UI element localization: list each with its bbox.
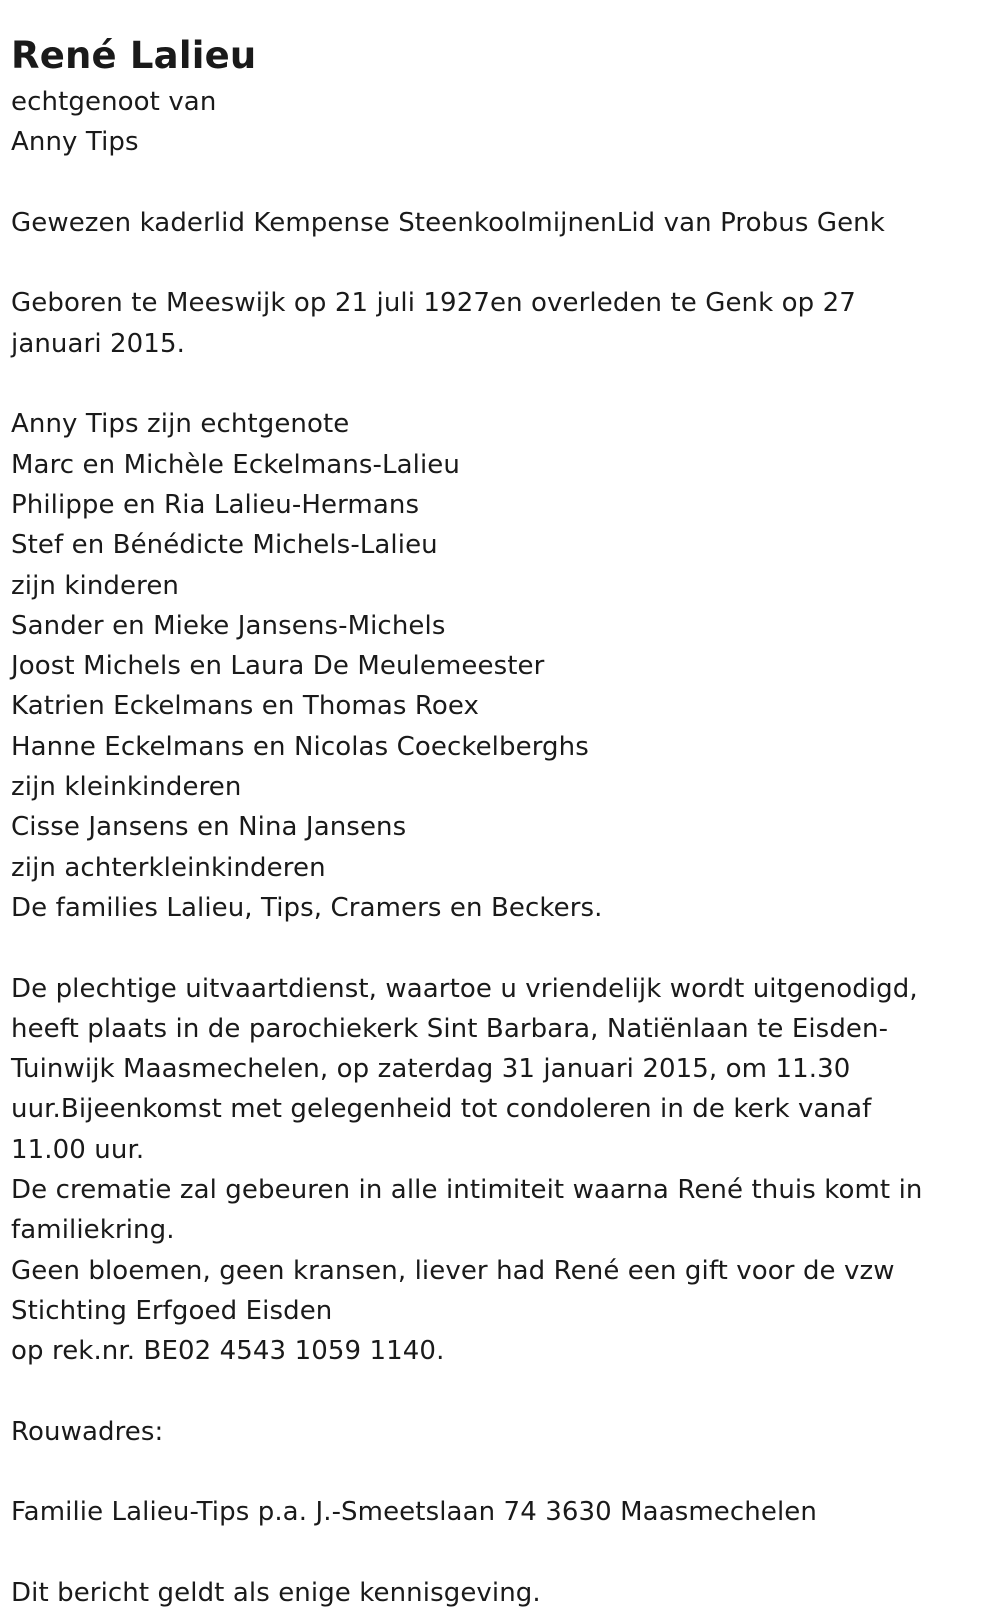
spacer bbox=[11, 364, 986, 404]
funeral-service: De plechtige uitvaartdienst, waartoe u vriendelijk wordt uitgenodigd, heeft plaats in de parochiekerk Sint Barbara, Natiënlaan te Eisden-Tuinwijk Maasmechelen, op zaterdag 31 januari 2015, om 11.30 uur.Bijeenkomst met gelegenheid tot condoleren in de kerk vanaf 11.00 uur. bbox=[11, 973, 918, 1165]
bank-account: op rek.nr. BE02 4543 1059 1140. bbox=[11, 1336, 445, 1367]
spacer bbox=[11, 1372, 986, 1412]
family-line: De families Lalieu, Tips, Cramers en Beckers. bbox=[11, 892, 603, 923]
family-line: Stef en Bénédicte Michels-Lalieu bbox=[11, 530, 438, 561]
obituary-notice bbox=[11, 30, 986, 1613]
spacer bbox=[11, 243, 986, 283]
family-line: Hanne Eckelmans en Nicolas Coeckelberghs bbox=[11, 731, 589, 762]
family-line: Marc en Michèle Eckelmans-Lalieu bbox=[11, 449, 460, 480]
flowers-gift-info: Geen bloemen, geen kransen, liever had René een gift voor de vzw Stichting Erfgoed Eisden bbox=[11, 1255, 895, 1326]
family-line: Katrien Eckelmans en Thomas Roex bbox=[11, 691, 480, 722]
spouse-name: Anny Tips bbox=[11, 127, 139, 158]
spacer bbox=[11, 163, 986, 203]
spacer bbox=[11, 1533, 986, 1573]
occupation: Gewezen kaderlid Kempense SteenkoolmijnenLid van Probus Genk bbox=[11, 207, 885, 238]
family-line: zijn achterkleinkinderen bbox=[11, 852, 326, 883]
cremation-info: De crematie zal gebeuren in alle intimiteit waarna René thuis komt in familiekring. bbox=[11, 1175, 923, 1246]
deceased-name: René Lalieu bbox=[11, 34, 257, 77]
family-line: Cisse Jansens en Nina Jansens bbox=[11, 812, 407, 843]
address-label: Rouwadres: bbox=[11, 1416, 164, 1447]
birth-death: Geboren te Meeswijk op 21 juli 1927en overleden te Genk op 27 januari 2015. bbox=[11, 288, 856, 359]
family-line: Philippe en Ria Lalieu-Hermans bbox=[11, 489, 420, 520]
spacer bbox=[11, 1452, 986, 1492]
closing-note: Dit bericht geldt als enige kennisgeving. bbox=[11, 1577, 541, 1608]
mourning-address: Familie Lalieu-Tips p.a. J.-Smeetslaan 74 3630 Maasmechelen bbox=[11, 1497, 817, 1528]
family-list bbox=[11, 404, 986, 928]
spacer bbox=[11, 928, 986, 968]
family-line: zijn kleinkinderen bbox=[11, 772, 242, 803]
family-line: Joost Michels en Laura De Meulemeester bbox=[11, 651, 545, 682]
spouse-relation: echtgenoot van bbox=[11, 87, 217, 117]
family-line: zijn kinderen bbox=[11, 570, 179, 601]
family-line: Anny Tips zijn echtgenote bbox=[11, 409, 350, 440]
family-line: Sander en Mieke Jansens-Michels bbox=[11, 610, 446, 641]
